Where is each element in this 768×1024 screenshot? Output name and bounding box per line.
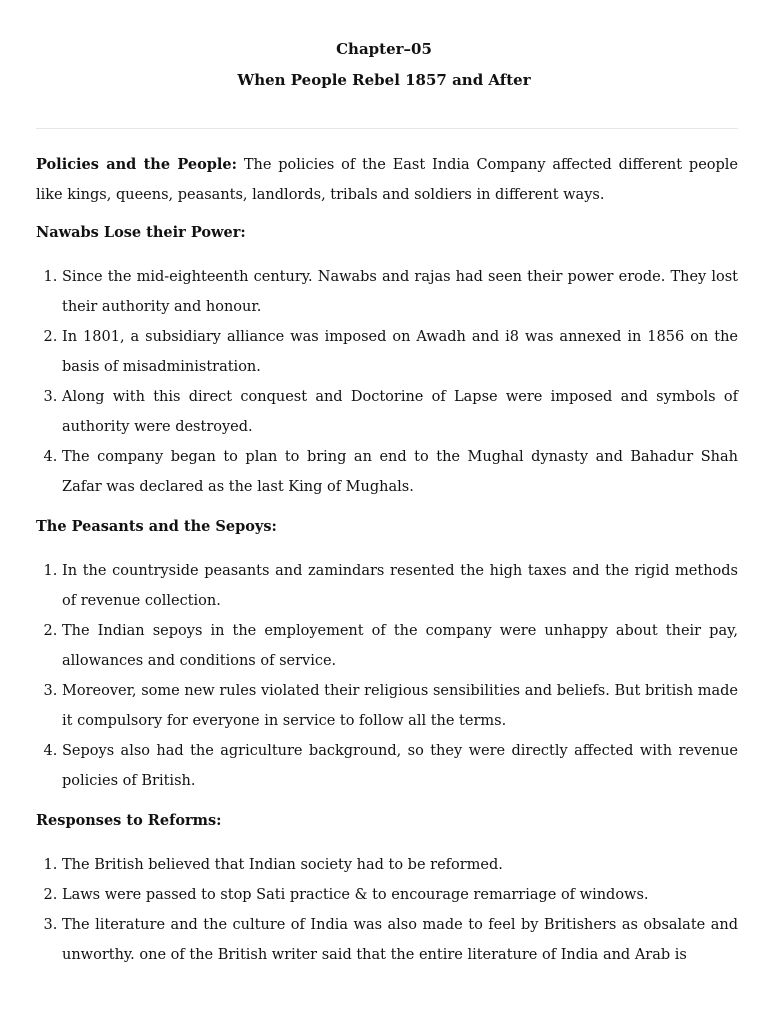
chapter-title: When People Rebel 1857 and After [237,71,531,89]
list-item: 4. Sepoys also had the agriculture background, so they were directly affected with revenue policies of British. [62,736,738,796]
intro-paragraph [36,150,738,210]
list-item: 3. Moreover, some new rules violated their religious sensibilities and beliefs. But british made it compulsory for everyone in service to follow all the terms. [62,676,738,736]
intro-lead: Policies and the People: [36,156,237,173]
list-item: 2. In 1801, a subsidiary alliance was imposed on Awadh and i8 was annexed in 1856 on the basis of misadministration. [62,322,738,382]
chapter-number: Chapter–05 [336,40,432,58]
list-item: 1. The British believed that Indian society had to be reformed. [62,850,738,880]
list-item: 3. The literature and the culture of India was also made to feel by Britishers as obsalate and unworthy. one of the British writer said that the entire literature of India and Arab is [62,910,738,970]
section-heading-nawabs: Nawabs Lose their Power: [36,224,246,241]
header-divider [36,128,738,129]
list-nawabs [36,262,738,502]
list-item: 2. Laws were passed to stop Sati practice & to encourage remarriage of windows. [62,880,738,910]
list-item: 2. The Indian sepoys in the employement of the company were unhappy about their pay, allowances and conditions of service. [62,616,738,676]
section-heading-peasants-sepoys: The Peasants and the Sepoys: [36,518,277,535]
list-item: 4. The company began to plan to bring an end to the Mughal dynasty and Bahadur Shah Zafar was declared as the last King of Mughals. [62,442,738,502]
section-heading-reforms: Responses to Reforms: [36,812,222,829]
list-peasants-sepoys [36,556,738,796]
document-body [36,150,738,980]
intro-text: The policies of the East India Company affected different people like kings, queens, peasants, landlords, tribals and soldiers in different ways. [36,157,738,203]
list-item: 3. Along with this direct conquest and Doctorine of Lapse were imposed and symbols of authority were destroyed. [62,382,738,442]
list-item: 1. Since the mid-eighteenth century. Nawabs and rajas had seen their power erode. They lost their authority and honour. [62,262,738,322]
list-item: 1. In the countryside peasants and zamindars resented the high taxes and the rigid methods of revenue collection. [62,556,738,616]
list-reforms [36,850,738,970]
